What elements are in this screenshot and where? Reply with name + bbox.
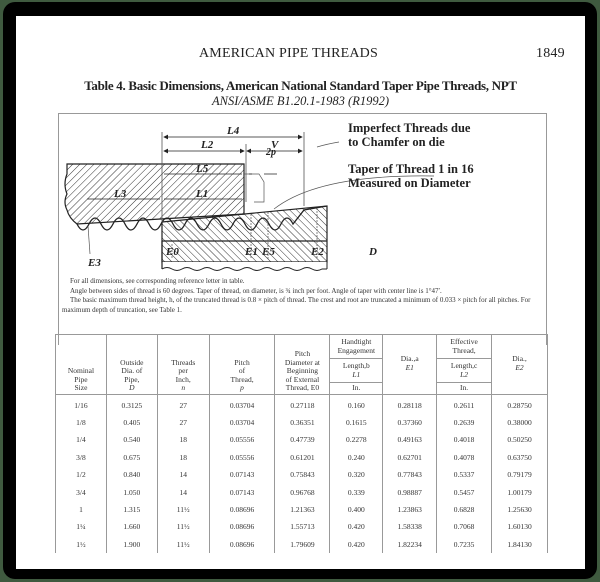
table-cell: 0.540 bbox=[106, 431, 157, 448]
table-cell: 0.420 bbox=[330, 536, 383, 553]
table-cell: 11½ bbox=[157, 501, 209, 518]
header-length-l1: Length,b L1 bbox=[330, 359, 383, 383]
table-cell: 1.00179 bbox=[492, 483, 548, 500]
thread-diagram-figure bbox=[58, 113, 547, 345]
table-row bbox=[56, 431, 548, 448]
table-cell: 0.840 bbox=[106, 466, 157, 483]
table-cell: 0.03704 bbox=[209, 394, 275, 414]
table-cell: 0.6828 bbox=[437, 501, 492, 518]
table-cell: 1.82234 bbox=[383, 536, 437, 553]
table-cell: 1.58338 bbox=[383, 518, 437, 535]
table-cell: 0.08696 bbox=[209, 501, 275, 518]
table-cell: 1/2 bbox=[56, 466, 107, 483]
table-cell: 1.55713 bbox=[275, 518, 330, 535]
table-cell: 1.84130 bbox=[492, 536, 548, 553]
table-cell: 0.5337 bbox=[437, 466, 492, 483]
figure-notes bbox=[62, 277, 545, 315]
table-cell: 0.339 bbox=[330, 483, 383, 500]
table-cell: 18 bbox=[157, 449, 209, 466]
table-cell: 0.2278 bbox=[330, 431, 383, 448]
table-cell: 0.75843 bbox=[275, 466, 330, 483]
table-cell: 1 bbox=[56, 501, 107, 518]
table-cell: 0.7068 bbox=[437, 518, 492, 535]
table-cell: 0.2611 bbox=[437, 394, 492, 414]
thread-diagram bbox=[59, 114, 548, 274]
table-cell: 0.4078 bbox=[437, 449, 492, 466]
table-cell: 1.315 bbox=[106, 501, 157, 518]
table-cell: 0.28750 bbox=[492, 394, 548, 414]
table-cell: 0.63750 bbox=[492, 449, 548, 466]
table-cell: 0.50250 bbox=[492, 431, 548, 448]
table-cell: 27 bbox=[157, 394, 209, 414]
table-cell: 0.77843 bbox=[383, 466, 437, 483]
table-cell: 1/16 bbox=[56, 394, 107, 414]
label-L4: L4 bbox=[227, 125, 240, 137]
table-row bbox=[56, 518, 548, 535]
header-unit-l2: In. bbox=[437, 383, 492, 395]
label-E1: E1 bbox=[245, 246, 258, 258]
header-dia-e2: Dia., E2 bbox=[492, 335, 548, 395]
label-E0: E0 bbox=[166, 246, 179, 258]
table-cell: 0.675 bbox=[106, 449, 157, 466]
table-cell: 0.27118 bbox=[275, 394, 330, 414]
table-cell: 1.23863 bbox=[383, 501, 437, 518]
note-2: Angle between sides of thread is 60 degrees. Taper of thread, on diameter, is ¾ inch per foot. Angle of taper with center line is 1°47′. bbox=[70, 286, 442, 295]
header-pitch: Pitch of Thread, p bbox=[209, 335, 275, 395]
table-cell: 1.900 bbox=[106, 536, 157, 553]
table-row bbox=[56, 414, 548, 431]
header-threads-per-inch: Threads per Inch, n bbox=[157, 335, 209, 395]
table-row bbox=[56, 483, 548, 500]
table-cell: 0.400 bbox=[330, 501, 383, 518]
note-3: The basic maximum thread height, h, of the truncated thread is 0.8 × pitch of thread. The crest and root are truncated a minimum of 0.033 × pitch for all pitches. For maximum depth of truncation, see Table 1. bbox=[62, 296, 531, 314]
table-row bbox=[56, 449, 548, 466]
table-cell: 0.08696 bbox=[209, 518, 275, 535]
table-cell: 0.05556 bbox=[209, 431, 275, 448]
table-cell: 0.3125 bbox=[106, 394, 157, 414]
table-cell: 0.4018 bbox=[437, 431, 492, 448]
table-cell: 0.37360 bbox=[383, 414, 437, 431]
table-row bbox=[56, 536, 548, 553]
table-cell: 0.1615 bbox=[330, 414, 383, 431]
table-row bbox=[56, 394, 548, 414]
table-cell: 1.660 bbox=[106, 518, 157, 535]
label-V: V bbox=[271, 139, 279, 151]
table-cell: 3/8 bbox=[56, 449, 107, 466]
header-length-l2: Length,c L2 bbox=[437, 359, 492, 383]
dimensions-table bbox=[55, 334, 548, 553]
table-cell: 0.320 bbox=[330, 466, 383, 483]
table-cell: 0.5457 bbox=[437, 483, 492, 500]
label-L5: L5 bbox=[196, 163, 209, 175]
table-cell: 1.79609 bbox=[275, 536, 330, 553]
table-cell: 1/4 bbox=[56, 431, 107, 448]
table-cell: 0.240 bbox=[330, 449, 383, 466]
table-cell: 0.47739 bbox=[275, 431, 330, 448]
table-cell: 1.25630 bbox=[492, 501, 548, 518]
label-L3: L3 bbox=[114, 188, 127, 200]
table-cell: 0.98887 bbox=[383, 483, 437, 500]
label-2p: 2p bbox=[266, 147, 276, 158]
callout-taper: Taper of Thread 1 in 16 Measured on Diameter bbox=[348, 162, 474, 190]
table-cell: 0.03704 bbox=[209, 414, 275, 431]
label-L1: L1 bbox=[196, 188, 209, 200]
table-row bbox=[56, 501, 548, 518]
table-cell: 0.405 bbox=[106, 414, 157, 431]
table-cell: 0.61201 bbox=[275, 449, 330, 466]
header-unit-l1: In. bbox=[330, 383, 383, 395]
header-effective-thread: Effective Thread, bbox=[437, 335, 492, 359]
table-cell: 0.36351 bbox=[275, 414, 330, 431]
table-cell: 11½ bbox=[157, 518, 209, 535]
table-cell: 1/8 bbox=[56, 414, 107, 431]
table-cell: 0.2639 bbox=[437, 414, 492, 431]
table-cell: 0.07143 bbox=[209, 466, 275, 483]
table-cell: 1½ bbox=[56, 536, 107, 553]
table-cell: 0.420 bbox=[330, 518, 383, 535]
label-E3: E3 bbox=[88, 257, 101, 269]
table-cell: 0.49163 bbox=[383, 431, 437, 448]
table-cell: 0.62701 bbox=[383, 449, 437, 466]
table-row bbox=[56, 466, 548, 483]
table-cell: 0.38000 bbox=[492, 414, 548, 431]
table-cell: 1¼ bbox=[56, 518, 107, 535]
header-dia-e1: Dia.,a E1 bbox=[383, 335, 437, 395]
table-cell: 3/4 bbox=[56, 483, 107, 500]
table-cell: 1.050 bbox=[106, 483, 157, 500]
table-cell: 1.21363 bbox=[275, 501, 330, 518]
table-cell: 0.7235 bbox=[437, 536, 492, 553]
label-D: D bbox=[369, 246, 377, 258]
table-cell: 0.07143 bbox=[209, 483, 275, 500]
table-cell: 0.28118 bbox=[383, 394, 437, 414]
running-head-title: AMERICAN PIPE THREADS bbox=[199, 46, 378, 61]
table-cell: 14 bbox=[157, 483, 209, 500]
document-page bbox=[16, 16, 585, 569]
header-outside-dia: Outside Dia. of Pipe, D bbox=[106, 335, 157, 395]
table-cell: 11½ bbox=[157, 536, 209, 553]
table-cell: 0.96768 bbox=[275, 483, 330, 500]
note-1: For all dimensions, see corresponding reference letter in table. bbox=[70, 277, 245, 285]
table-cell: 0.79179 bbox=[492, 466, 548, 483]
table-cell: 0.05556 bbox=[209, 449, 275, 466]
label-E2: E2 bbox=[311, 246, 324, 258]
table-title: Table 4. Basic Dimensions, American National Standard Taper Pipe Threads, NPT bbox=[84, 78, 517, 93]
label-L2: L2 bbox=[201, 139, 214, 151]
table-body bbox=[56, 394, 548, 553]
table-cell: 14 bbox=[157, 466, 209, 483]
table-subtitle: ANSI/ASME B1.20.1-1983 (R1992) bbox=[211, 94, 390, 108]
label-E5: E5 bbox=[262, 246, 275, 258]
table-cell: 18 bbox=[157, 431, 209, 448]
table-cell: 0.160 bbox=[330, 394, 383, 414]
header-nominal-size: Nominal Pipe Size bbox=[56, 335, 107, 395]
header-pitch-diameter: Pitch Diameter at Beginning of External Thread, E0 bbox=[275, 335, 330, 395]
table-cell: 0.08696 bbox=[209, 536, 275, 553]
callout-imperfect-threads: Imperfect Threads due to Chamfer on die bbox=[348, 121, 471, 149]
page-number: 1849 bbox=[536, 46, 565, 61]
table-cell: 1.60130 bbox=[492, 518, 548, 535]
table-cell: 27 bbox=[157, 414, 209, 431]
header-handtight-engagement: Handtight Engagement bbox=[330, 335, 383, 359]
